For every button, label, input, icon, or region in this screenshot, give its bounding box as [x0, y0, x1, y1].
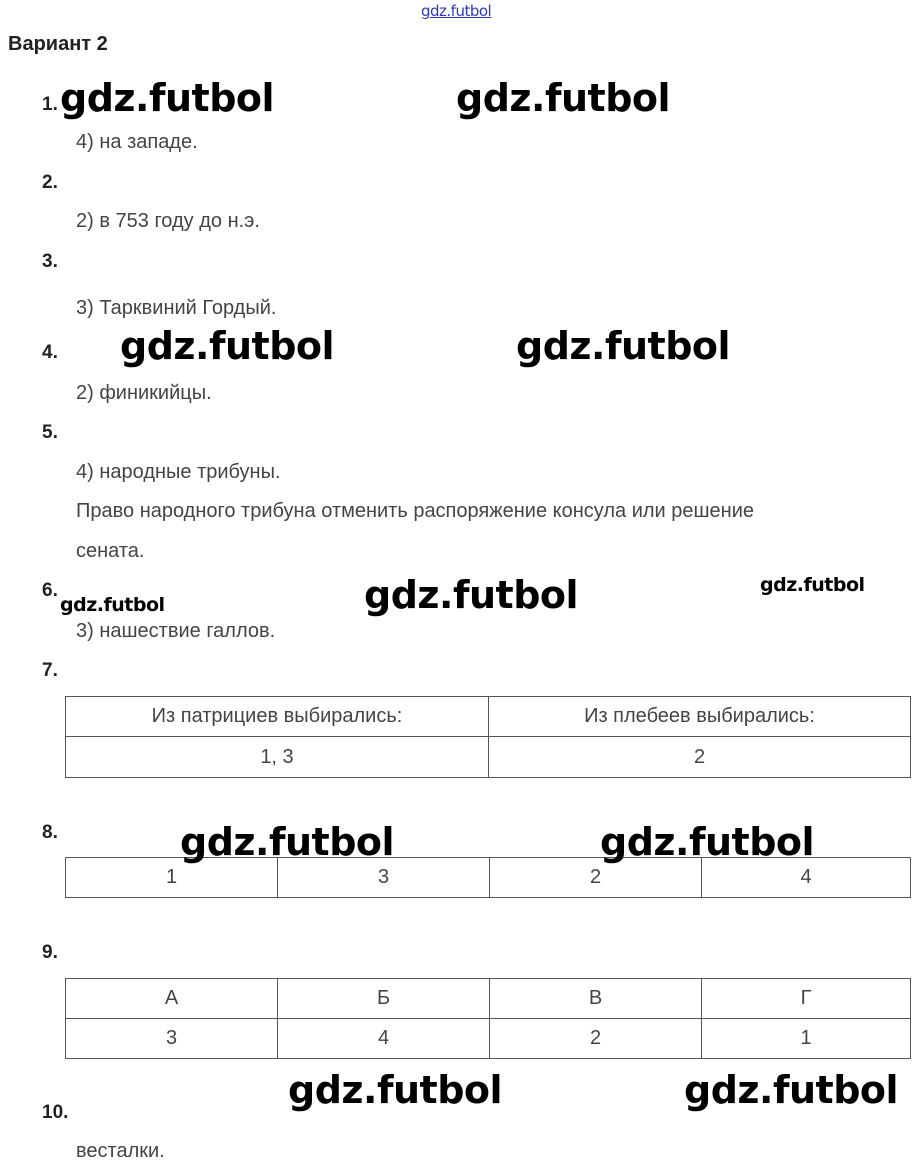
question-number: 4.	[42, 342, 58, 363]
watermark: gdz.futbol	[516, 324, 731, 368]
table-cell: 4	[278, 1019, 490, 1059]
answer-text: 2) финикийцы.	[76, 382, 212, 404]
table-cell: 2	[490, 1019, 702, 1059]
watermark: gdz.futbol	[288, 1068, 503, 1112]
watermark: gdz.futbol	[60, 76, 275, 120]
table-cell: 1, 3	[66, 737, 489, 778]
watermark: gdz.futbol	[456, 76, 671, 120]
table-cell: 2	[489, 737, 911, 778]
table-cell: 2	[490, 858, 702, 898]
answer-note: Право народного трибуна отменить распоряжение консула или решение	[76, 500, 755, 522]
watermark: gdz.futbol	[60, 594, 165, 616]
table-header: Из патрициев выбирались:	[66, 697, 489, 737]
watermark: gdz.futbol	[760, 574, 865, 596]
watermark: gdz.futbol	[180, 820, 395, 864]
question-number: 8.	[42, 822, 58, 843]
question-number: 1.	[42, 94, 58, 115]
question-number: 6.	[42, 580, 58, 601]
table-cell: 1	[66, 858, 278, 898]
table-header: Б	[278, 979, 490, 1019]
table-header: Из плебеев выбирались:	[489, 697, 911, 737]
answer-text: 3) нашествие галлов.	[76, 620, 276, 642]
question-number: 3.	[42, 251, 58, 272]
watermark-link[interactable]: gdz.futbol	[421, 2, 492, 20]
answer-text: 4) народные трибуны.	[76, 461, 281, 483]
answer-text: 4) на западе.	[76, 131, 198, 153]
answer-text: весталки.	[76, 1140, 165, 1162]
watermark: gdz.futbol	[684, 1068, 899, 1112]
table-cell: 1	[702, 1019, 911, 1059]
watermark: gdz.futbol	[364, 573, 579, 617]
table-cell: 4	[702, 858, 911, 898]
table-cell: 3	[66, 1019, 278, 1059]
page-title: Вариант 2	[8, 33, 108, 55]
table-header: В	[490, 979, 702, 1019]
table-cell: 3	[278, 858, 490, 898]
watermark: gdz.futbol	[120, 324, 335, 368]
answer-text: 2) в 753 году до н.э.	[76, 210, 260, 232]
table-header: Г	[702, 979, 911, 1019]
question-number: 2.	[42, 172, 58, 193]
table-header: А	[66, 979, 278, 1019]
question-number: 10.	[42, 1102, 69, 1123]
question-number: 9.	[42, 942, 58, 963]
answer-text: 3) Тарквиний Гордый.	[76, 297, 277, 319]
answer-table-9	[65, 978, 911, 1059]
question-number: 7.	[42, 660, 58, 681]
watermark: gdz.futbol	[600, 820, 815, 864]
answer-table-7	[65, 696, 911, 778]
question-number: 5.	[42, 422, 58, 443]
answer-note: сената.	[76, 540, 145, 562]
